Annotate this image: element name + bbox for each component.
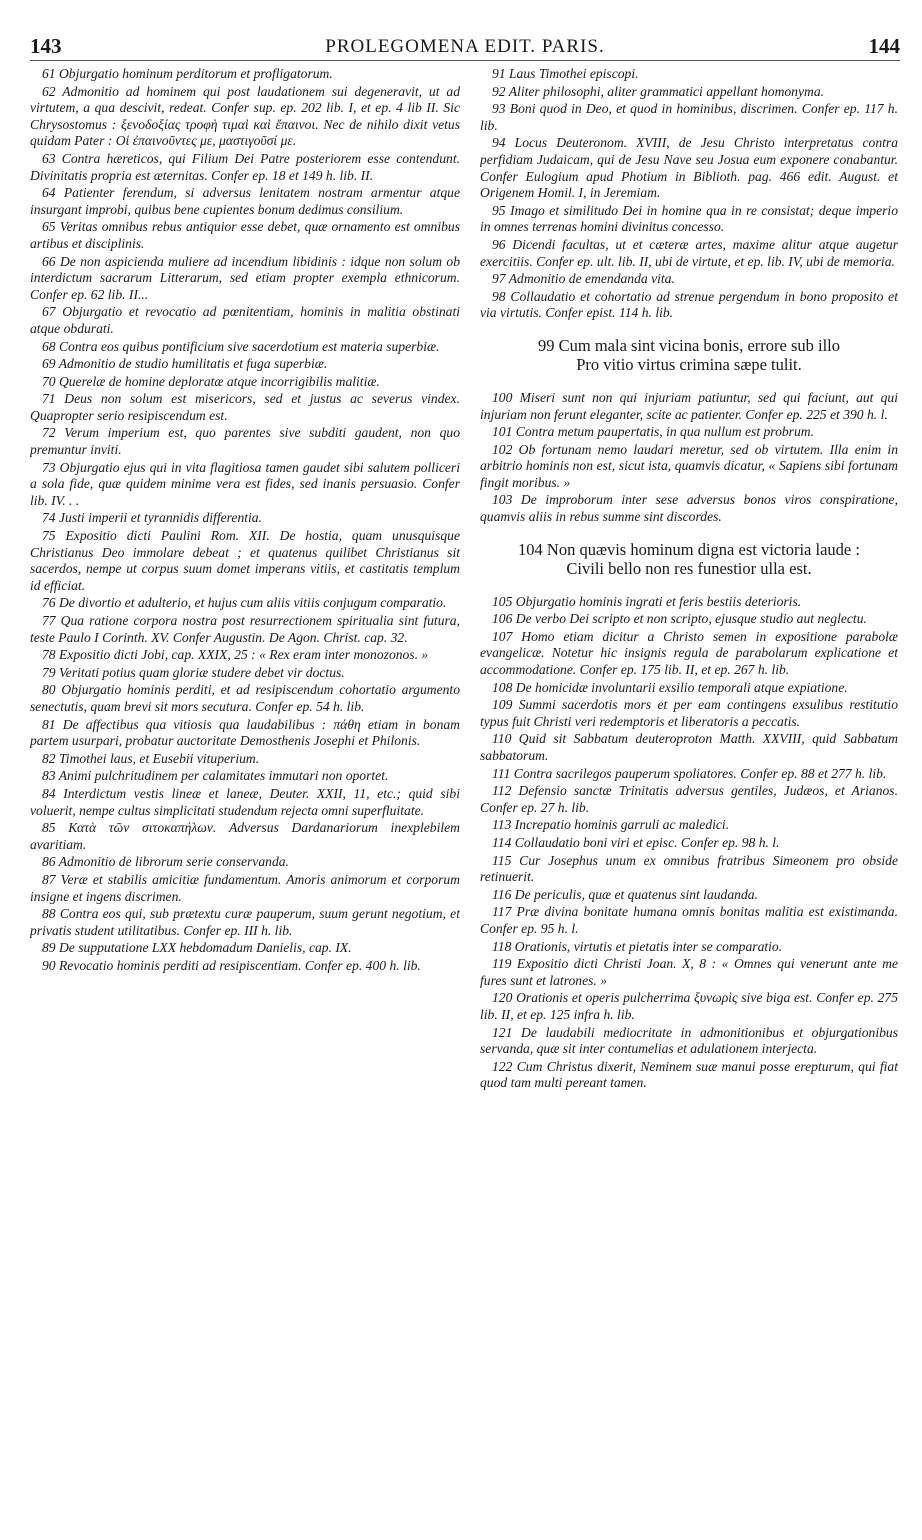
entry-item: 111 Contra sacrilegos pauperum spoliatores. Confer ep. 88 et 277 h. lib. xyxy=(492,765,887,781)
entry-item: 102 Ob fortunam nemo laudari meretur, sed ob virtutem. Illa enim in arbitrio hominis non est, sicut ista, quamvis dicatur, « Sapiens sibi fortunam fingit moribus. » xyxy=(480,441,898,490)
entry-item: 88 Contra eos qui, sub prætextu curæ pauperum, suum gerunt negotium, et privatis student utilitatibus. Confer ep. III h. lib. xyxy=(30,906,460,938)
entry-item: 77 Qua ratione corpora nostra post resurrectionem spiritualia sint futura, teste Paulo I Corinth. XV. Confer Augustin. De Agon. Christ. cap. 32. xyxy=(30,613,460,645)
entry-item: 95 Imago et similitudo Dei in homine qua in re consistat; deque imperio in omnes terrenas homini divinitus concesso. xyxy=(480,202,898,235)
entry-item: 65 Veritas omnibus rebus antiquior esse debet, quæ ornamento est omnibus artibus et disciplinis. xyxy=(30,219,460,251)
entry-item: 71 Deus non solum est misericors, sed et justus ac severus vindex. Quapropter serio resipiscendum est. xyxy=(30,391,460,423)
entry-item: 73 Objurgatio ejus qui in vita flagitiosa tamen gaudet sibi salutem polliceri a sola fide, quæ quidem minime vera est fides, sed inanis persuasio. Confer lib. IV. . . xyxy=(30,459,460,508)
entry-item: 96 Dicendi facultas, ut et cæteræ artes, maxime alitur atque augetur exercitiis. Confer ep. ult. lib. II, ubi de virtute, et ep. lib. IV, ubi de memoria. xyxy=(480,236,898,269)
entry-item: 103 De improborum inter sese adversus bonos viros conspiratione, quamvis aliis in rebus summe sint discordes. xyxy=(480,492,898,525)
entry-item: 110 Quid sit Sabbatum deuteroproton Matth. XXVIII, quid Sabbatum sabbatorum. xyxy=(480,731,898,763)
running-header xyxy=(30,28,900,58)
entry-item: 76 De divortio et adulterio, et hujus cum aliis vitiis conjugum comparatio. xyxy=(42,595,447,611)
entry-item: 89 De supputatione LXX hebdomadum Danielis, cap. IX. xyxy=(42,940,352,956)
entry-item: 120 Orationis et operis pulcherrima ξυνωρὶς sive biga est. Confer ep. 275 lib. II, et ep. 125 infra h. lib. xyxy=(480,990,898,1022)
right-column xyxy=(480,66,898,1526)
entry-item: 67 Objurgatio et revocatio ad pœnitentiam, hominis in malitia obstinati atque obdurati. xyxy=(30,304,460,336)
entry-item: 62 Admonitio ad hominem qui post laudationem sui degeneravit, ut ad virtutem, a qua descivit, redeat. Confer sup. ep. 202 lib. I, et ep. 4 lib II. Sic Chrysostomus : ξενοδοξίας τροφὴ τιμαὶ καὶ ἔπαινοι. Nec de nihilo dixit vetus quidam Pater : Οἱ ἐπαινοῦντες με, μαστιγοῦσί με. xyxy=(30,83,460,149)
right-entries-group-c xyxy=(480,594,898,1092)
entry-item: 119 Expositio dicti Christi Joan. X, 8 : « Omnes qui venerunt ante me fures sunt et latrones. » xyxy=(480,956,898,988)
page-number-right: 144 xyxy=(868,34,900,58)
entry-item: 70 Querelæ de homine deploratæ atque incorrigibilis malitiæ. xyxy=(42,373,380,389)
entry-item: 105 Objurgatio hominis ingrati et feris bestiis deterioris. xyxy=(492,593,802,609)
entry-item: 87 Veræ et stabilis amicitiæ fundamentum. Amoris animorum et corporum insigne et ingens discrimen. xyxy=(30,871,460,904)
running-title: PROLEGOMENA EDIT. PARIS. xyxy=(325,36,605,57)
entry-item: 98 Collaudatio et cohortatio ad strenue pergendum in bono proposito et via virtutis. Confer epist. 114 h. lib. xyxy=(480,288,898,321)
entry-item: 68 Contra eos quibus pontificium sive sacerdotium est materia superbiæ. xyxy=(42,338,440,354)
entry-item: 64 Patienter ferendum, si adversus lenitatem nostram armentur atque insurgant improbi, quibus bene cupientes bonum dedimus consilium. xyxy=(30,185,460,217)
entry-item: 78 Expositio dicti Jobi, cap. XXIX, 25 : « Rex eram inter monozonos. » xyxy=(42,647,429,663)
entry-item: 122 Cum Christus dixerit, Neminem suæ manui posse erepturum, qui fiat quod tam multi pereant tamen. xyxy=(480,1058,898,1091)
entry-item: 69 Admonitio de studio humilitatis et fuga superbiæ. xyxy=(42,356,328,372)
entry-item: 116 De periculis, quæ et quatenus sint laudanda. xyxy=(492,886,758,902)
verse-line: Pro vitio virtus crimina sæpe tulit. xyxy=(576,354,802,374)
header-rule xyxy=(30,60,900,61)
verse-99 xyxy=(480,336,898,374)
entry-item: 94 Locus Deuteronom. XVIII, de Jesu Christo interpretatus contra perfidiam Judaicam, qui de Jesu Nave seu Josua eum exponere conabantur. Confer Eulogium apud Photium in Biblioth. pag. 466 edit. August. et Origenem Homil. I, in Jeremiam. xyxy=(480,135,898,201)
entry-item: 97 Admonitio de emendanda vita. xyxy=(492,271,675,287)
entry-item: 82 Timothei laus, et Eusebii vituperium. xyxy=(42,750,260,766)
entry-item: 92 Aliter philosophi, aliter grammatici appellant homonyma. xyxy=(492,83,825,99)
right-entries-group-a xyxy=(480,66,898,322)
entry-item: 75 Expositio dicti Paulini Rom. XII. De hostia, quam unusquisque Christianus Deo immolare debeat ; et quatenus quilibet Christianus sit sacerdos, nempe ut corpus suum domet imperans vitiis, et castitatis templum id efficiat. xyxy=(30,528,460,593)
entry-item: 117 Præ divina bonitate humana omnis bonitas malitia est existimanda. Confer ep. 95 h. l. xyxy=(480,904,898,936)
entry-item: 108 De homicidæ involuntarii exsilio temporali atque expiatione. xyxy=(492,679,848,695)
entry-item: 80 Objurgatio hominis perditi, et ad resipiscendum cohortatio argumento senectutis, quam brevi sit mors secutura. Confer ep. 54 h. lib. xyxy=(30,682,460,714)
entry-item: 72 Verum imperium est, quo parentes sive subditi gaudent, non quo premuntur inviti. xyxy=(30,425,460,458)
entry-item: 63 Contra hæreticos, qui Filium Dei Patre posteriorem esse contendunt. Divinitatis propria est æternitas. Confer ep. 18 et 149 h. lib. II. xyxy=(30,150,460,183)
entry-item: 86 Admonitio de librorum serie conservanda. xyxy=(42,854,289,870)
verse-line: Civili bello non res funestior ulla est. xyxy=(566,558,812,578)
page-number-left: 143 xyxy=(30,34,62,58)
entry-item: 85 Κατὰ τῶν σιτοκαπήλων. Adversus Dardanariorum inexplebilem avaritiam. xyxy=(30,820,460,852)
entry-item: 101 Contra metum paupertatis, in qua nullum est probrum. xyxy=(492,424,814,440)
entry-item: 90 Revocatio hominis perditi ad resipiscentiam. Confer ep. 400 h. lib. xyxy=(42,957,421,973)
entry-item: 100 Miseri sunt non qui injuriam patiuntur, sed qui faciunt, aut qui injuriam non ferunt eleganter, scite ac patienter. Confer ep. 225 et 390 h. l. xyxy=(480,389,898,422)
entry-item: 109 Summi sacerdotis mors et per eam contingens exsulibus restitutio typus fuit Christi veri redemptoris et liberatoris a peccatis. xyxy=(480,697,898,729)
entry-item: 93 Boni quod in Deo, et quod in hominibus, discrimen. Confer ep. 117 h. lib. xyxy=(480,101,898,133)
entry-item: 84 Interdictum vestis lineæ et laneæ, Deuter. XXII, 11, etc.; quid sibi voluerit, nempe cultus simplicitati studendum rejecta omni superfluitate. xyxy=(30,785,460,818)
entry-item: 83 Animi pulchritudinem per calamitates immutari non oportet. xyxy=(42,768,389,784)
entry-item: 66 De non aspicienda muliere ad incendium libidinis : idque non solum ob interdictum sacrarum Litterarum, sed etiam propter exempla ethnicorum. Confer ep. 62 lib. II... xyxy=(30,253,460,302)
entry-item: 79 Veritati potius quam gloriæ studere debet vir doctus. xyxy=(42,664,345,680)
entry-item: 61 Objurgatio hominum perditorum et profligatorum. xyxy=(42,66,333,81)
entry-item: 114 Collaudatio boni viri et episc. Confer ep. 98 h. l. xyxy=(492,834,780,850)
verse-line: 99 Cum mala sint vicina bonis, errore sub illo xyxy=(538,335,840,355)
entry-item: 112 Defensio sanctæ Trinitatis adversus gentiles, Judæos, et Arianos. Confer ep. 27 h. lib. xyxy=(480,783,898,815)
right-entries-group-b xyxy=(480,390,898,526)
left-column xyxy=(30,66,460,1526)
entry-item: 91 Laus Timothei episcopi. xyxy=(492,66,639,81)
entry-item: 74 Justi imperii et tyrannidis differentia. xyxy=(42,510,262,526)
entry-item: 81 De affectibus qua vitiosis qua laudabilibus : πάθη etiam in bonam partem usurpari, probatur auctoritate Demosthenis Josephi et Philonis. xyxy=(30,716,460,749)
entry-item: 113 Increpatio hominis garruli ac maledici. xyxy=(492,817,730,833)
entry-item: 106 De verbo Dei scripto et non scripto, ejusque studio aut neglectu. xyxy=(492,611,867,627)
verse-line: 104 Non quævis hominum digna est victoria laude : xyxy=(518,539,860,559)
verse-104 xyxy=(480,540,898,578)
entry-item: 118 Orationis, virtutis et pietatis inter se comparatio. xyxy=(492,938,783,954)
entry-item: 121 De laudabili mediocritate in admonitionibus et objurgationibus servanda, quæ sit inter contumelias et adulationem interjecta. xyxy=(480,1024,898,1057)
entry-item: 115 Cur Josephus unum ex omnibus fratribus Simeonem pro obside retinuerit. xyxy=(480,852,898,885)
entry-item: 107 Homo etiam dicitur a Christo semen in expositione parabolæ evangelicæ. Notetur hic insignis regula de parabolarum explicatione et accommodatione. Confer ep. 175 lib. II, et ep. 267 h. lib. xyxy=(480,628,898,678)
